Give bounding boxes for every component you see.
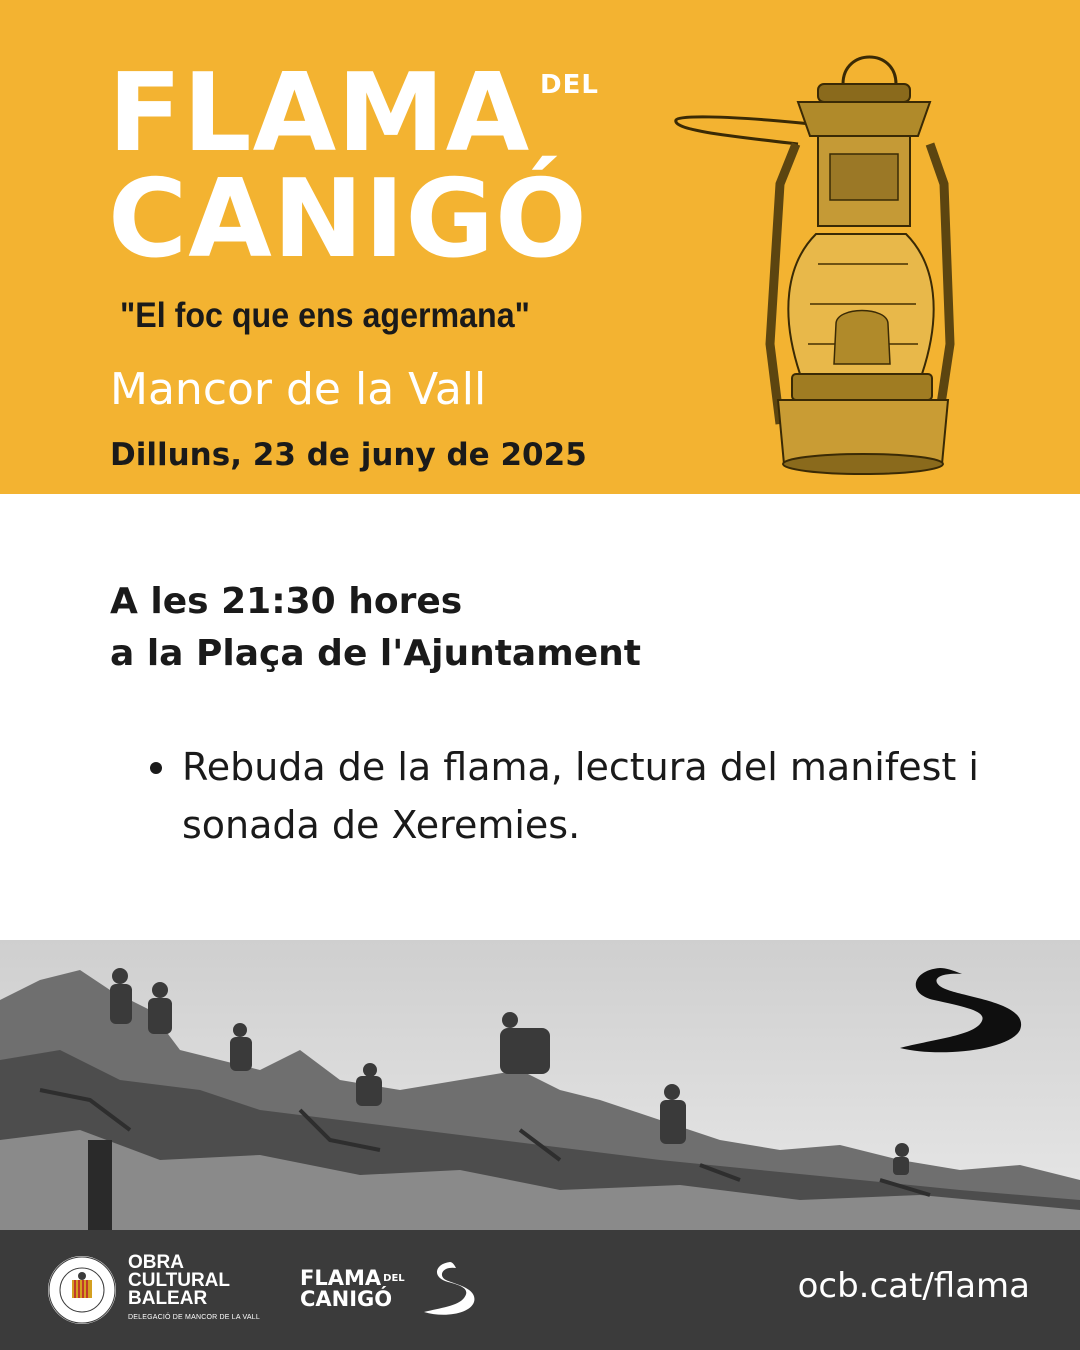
- activity-text: Rebuda de la flama, lectura del manifest i sonada de Xeremies.: [182, 745, 979, 847]
- ocb-line1: OBRA: [128, 1252, 184, 1273]
- event-details: [0, 494, 1080, 940]
- event-time-place: [110, 576, 641, 680]
- footer: [0, 1230, 1080, 1350]
- flama-s-icon: [420, 1260, 476, 1318]
- title-canigo: CANIGÓ: [108, 157, 588, 282]
- ocb-delegation: DELEGACIÓ DE MANCOR DE LA VALL: [128, 1314, 260, 1321]
- lantern-icon: [668, 44, 958, 484]
- bullet-icon: [150, 762, 162, 774]
- ocb-name: [128, 1254, 230, 1308]
- hikers-photo: [0, 940, 1080, 1230]
- fc-canigo: CANIGÓ: [300, 1287, 393, 1311]
- flama-canigo-logo: [300, 1268, 405, 1310]
- event-place: a la Plaça de l'Ajuntament: [110, 633, 641, 674]
- website-link[interactable]: ocb.cat/flama: [797, 1266, 1030, 1306]
- list-item: [150, 738, 1050, 854]
- town-name: Mancor de la Vall: [110, 364, 487, 415]
- ocb-seal-icon: [46, 1254, 118, 1326]
- event-time: A les 21:30 hores: [110, 581, 463, 622]
- title-del: DEL: [540, 70, 599, 100]
- event-date: Dilluns, 23 de juny de 2025: [110, 437, 587, 473]
- header-banner: [0, 0, 1080, 494]
- title-flama: FLAMA: [108, 51, 531, 176]
- slogan: "El foc que ens agermana": [120, 296, 530, 335]
- ocb-line2: CULTURAL: [128, 1270, 231, 1291]
- fc-del: DEL: [383, 1273, 405, 1284]
- fc-flama: FLAMA: [300, 1266, 382, 1290]
- ocb-line3: BALEAR: [128, 1288, 208, 1309]
- activity-list: [150, 738, 1050, 854]
